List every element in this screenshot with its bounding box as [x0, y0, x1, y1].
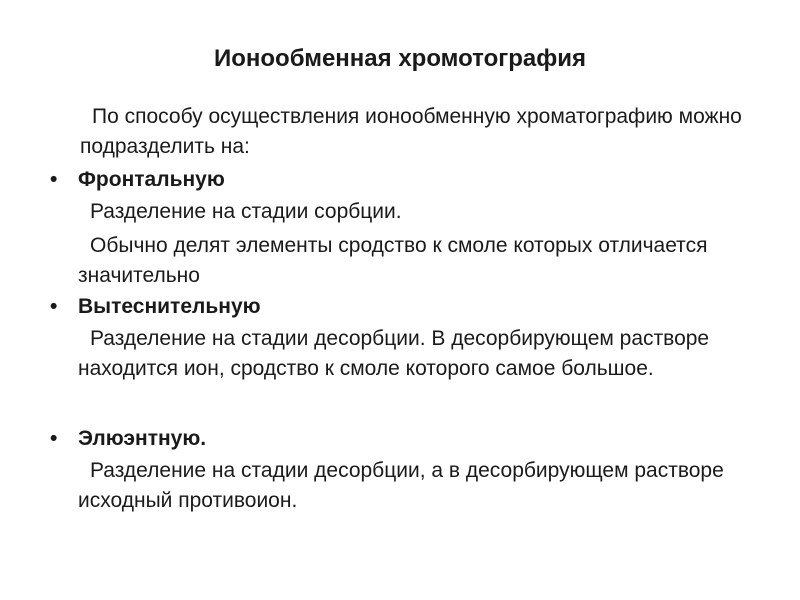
list-item-heading: Вытеснительную [78, 295, 261, 318]
list-item-elution [42, 424, 762, 520]
slide-title: Ионообменная хромотография [213, 45, 587, 72]
list-item-heading-row [42, 424, 762, 454]
list-item-heading-row [42, 292, 762, 322]
bullet-icon: • [50, 168, 58, 191]
bullet-icon: • [50, 295, 58, 318]
list-item-description [42, 324, 762, 384]
list-item-frontal [42, 165, 762, 295]
description-paragraph: Разделение на стадии десорбции, а в десорбирующем растворе исходный противоион. [78, 459, 724, 512]
list-item-description [42, 456, 762, 516]
list-item-heading-row [42, 165, 762, 195]
bullet-icon: • [50, 427, 58, 450]
list-item-heading: Фронтальную [78, 168, 225, 191]
list-item-heading: Элюэнтную. [78, 427, 207, 450]
list-item-description [42, 197, 762, 291]
description-paragraph: Обычно делят элементы сродство к смоле которых отличается значительно [78, 234, 708, 287]
description-paragraph: Разделение на стадии десорбции. В десорбирующем растворе находится ион, сродство к смоле которого самое большое. [78, 327, 710, 380]
intro-text: По способу осуществления ионообменную хроматографию можно подразделить на: [80, 105, 742, 158]
description-paragraph: Разделение на стадии сорбции. [90, 200, 402, 223]
list-item-displacement [42, 292, 762, 388]
